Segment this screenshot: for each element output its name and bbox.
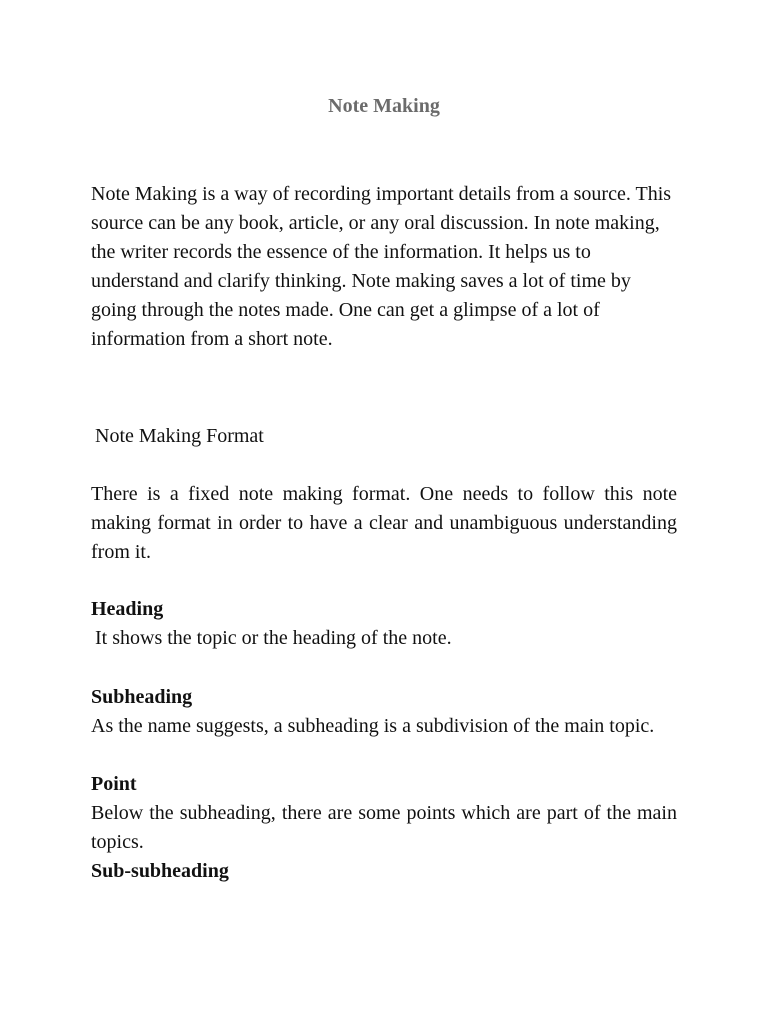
document-title: Note Making: [328, 95, 440, 117]
section-title-heading: Heading: [91, 598, 164, 620]
format-description: There is a fixed note making format. One needs to follow this note making format in order to have a clear and unambiguous understanding from it.: [91, 483, 677, 563]
intro-paragraph: Note Making is a way of recording important details from a source. This source can be any book, article, or any oral discussion. In note making, the writer records the essence of the information. It helps us to understand and clarify thinking. Note making saves a lot of time by going through the notes made. One can get a glimpse of a lot of information from a short note.: [91, 183, 672, 350]
section-title-sub-subheading: Sub-subheading: [91, 860, 229, 882]
format-heading: Note Making Format: [95, 425, 264, 447]
section-description-subheading: As the name suggests, a subheading is a subdivision of the main topic.: [91, 715, 655, 737]
section-title-point: Point: [91, 773, 137, 795]
section-description-heading: It shows the topic or the heading of the note.: [95, 627, 452, 649]
section-description-point: Below the subheading, there are some points which are part of the main topics.: [91, 802, 677, 853]
section-title-subheading: Subheading: [91, 686, 193, 708]
